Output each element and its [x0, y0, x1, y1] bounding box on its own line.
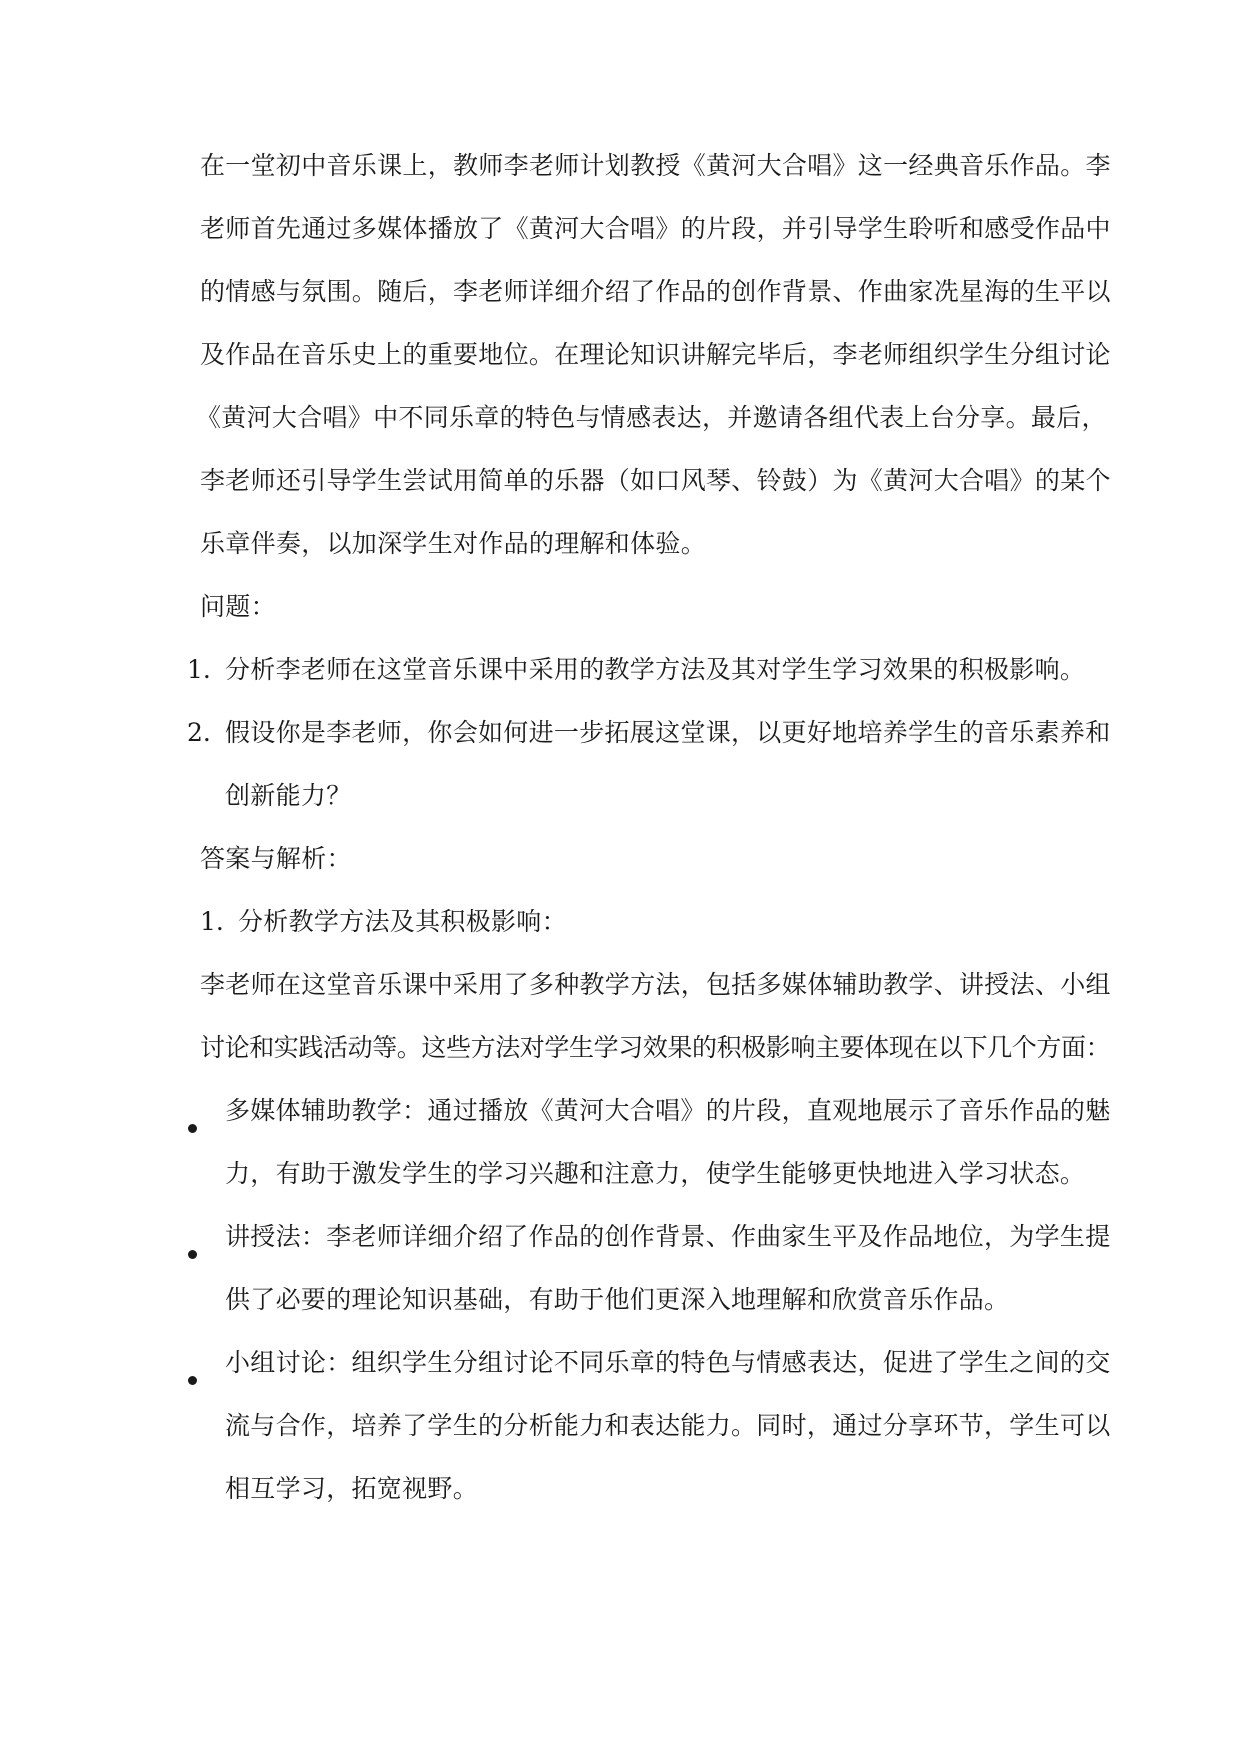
- bullet-text: 多媒体辅助教学：通过播放《黄河大合唱》的片段，直观地展示了音乐作品的魅: [225, 1096, 1111, 1125]
- answer-sub-heading: 分析教学方法及其积极影响：: [238, 907, 567, 936]
- intro-line: 在一堂初中音乐课上，教师李老师计划教授《黄河大合唱》这一经典音乐作品。李: [200, 151, 1111, 180]
- bullet-text: 流与合作，培养了学生的分析能力和表达能力。同时，通过分享环节，学生可以: [225, 1411, 1111, 1440]
- summary-line: 李老师在这堂音乐课中采用了多种教学方法，包括多媒体辅助教学、讲授法、小组: [200, 970, 1111, 999]
- bullet-text: 讲授法：李老师详细介绍了作品的创作背景、作曲家生平及作品地位，为学生提: [225, 1222, 1111, 1251]
- bullet-text: 力，有助于激发学生的学习兴趣和注意力，使学生能够更快地进入学习状态。: [225, 1159, 1086, 1188]
- questions-heading: 问题：: [200, 592, 276, 621]
- summary-line: 讨论和实践活动等。这些方法对学生学习效果的积极影响主要体现在以下几个方面：: [200, 1033, 1111, 1062]
- question-number: 2.: [187, 718, 211, 747]
- question-text: 创新能力？: [225, 781, 352, 810]
- intro-line: 《黄河大合唱》中不同乐章的特色与情感表达，并邀请各组代表上台分享。最后，: [196, 403, 1107, 432]
- answer-sub-number: 1.: [200, 907, 224, 936]
- bullet-dot-icon: [188, 1250, 197, 1259]
- bullet-text: 供了必要的理论知识基础，有助于他们更深入地理解和欣赏音乐作品。: [225, 1285, 1010, 1314]
- intro-line: 老师首先通过多媒体播放了《黄河大合唱》的片段，并引导学生聆听和感受作品中: [200, 214, 1111, 243]
- intro-line: 及作品在音乐史上的重要地位。在理论知识讲解完毕后，李老师组织学生分组讨论: [200, 340, 1111, 369]
- question-text: 假设你是李老师，你会如何进一步拓展这堂课，以更好地培养学生的音乐素养和: [225, 718, 1111, 747]
- bullet-dot-icon: [188, 1376, 197, 1385]
- question-text: 分析李老师在这堂音乐课中采用的教学方法及其对学生学习效果的积极影响。: [225, 655, 1086, 684]
- bullet-dot-icon: [188, 1124, 197, 1133]
- bullet-text: 相互学习，拓宽视野。: [225, 1474, 479, 1503]
- intro-line: 的情感与氛围。随后，李老师详细介绍了作品的创作背景、作曲家冼星海的生平以: [200, 277, 1111, 306]
- intro-line: 李老师还引导学生尝试用简单的乐器（如口风琴、铃鼓）为《黄河大合唱》的某个: [200, 466, 1111, 495]
- intro-line: 乐章伴奏，以加深学生对作品的理解和体验。: [200, 529, 707, 558]
- answers-heading: 答案与解析：: [200, 844, 352, 873]
- question-number: 1.: [187, 655, 211, 684]
- bullet-text: 小组讨论：组织学生分组讨论不同乐章的特色与情感表达，促进了学生之间的交: [225, 1348, 1111, 1377]
